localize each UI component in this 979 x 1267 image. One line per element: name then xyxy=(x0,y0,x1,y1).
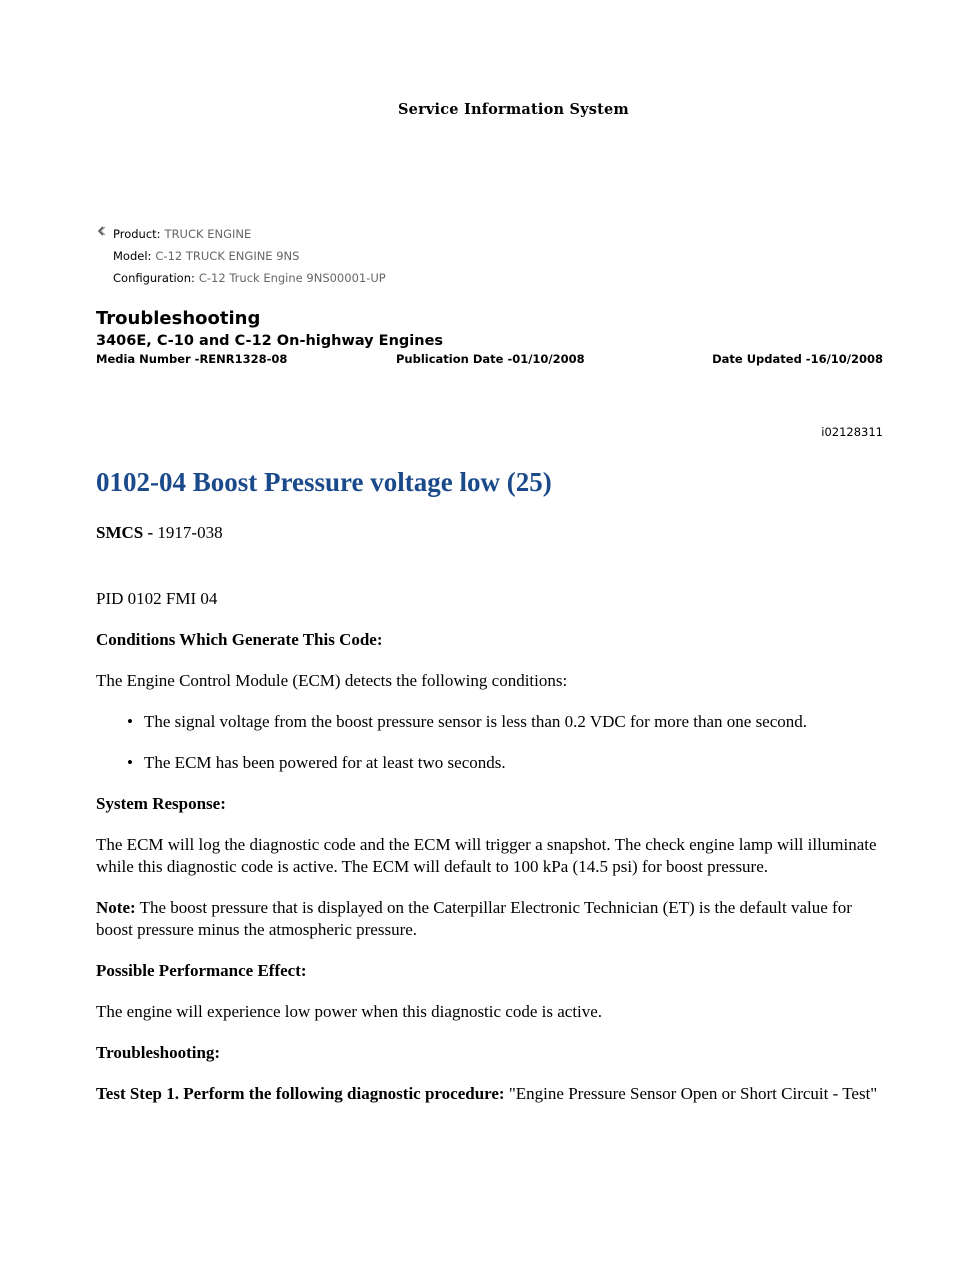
note-label: Note: xyxy=(96,898,136,917)
publication-meta xyxy=(96,352,883,368)
list-item xyxy=(96,711,886,733)
document-id: i02128311 xyxy=(821,425,883,439)
media-number: Media Number -RENR1328-08 xyxy=(96,352,288,366)
date-updated: Date Updated -16/10/2008 xyxy=(712,352,883,366)
pid-line: PID 0102 FMI 04 xyxy=(96,589,218,608)
chevron-left-icon[interactable] xyxy=(96,226,106,236)
document-heading: 0102-04 Boost Pressure voltage low (25) xyxy=(96,467,552,497)
conditions-heading: Conditions Which Generate This Code: xyxy=(96,630,383,649)
condition-text: The ECM has been powered for at least two seconds. xyxy=(144,753,506,772)
conditions-intro: The Engine Control Module (ECM) detects the following conditions: xyxy=(96,671,568,690)
effect-heading: Possible Performance Effect: xyxy=(96,961,307,980)
response-text: The ECM will log the diagnostic code and the ECM will trigger a snapshot. The check engine lamp will illuminate while this diagnostic code is active. The ECM will default to 100 kPa (14.5 psi) for boost pressure. xyxy=(96,835,877,876)
publication-header xyxy=(96,308,883,368)
configuration-label: Configuration: xyxy=(113,271,195,285)
product-value: TRUCK ENGINE xyxy=(164,227,252,241)
model-label: Model: xyxy=(113,249,152,263)
test-step-label: Test Step 1. Perform the following diagnostic procedure: xyxy=(96,1084,505,1103)
configuration-value: C-12 Truck Engine 9NS00001-UP xyxy=(198,271,386,285)
conditions-list xyxy=(96,711,886,774)
document-content xyxy=(96,464,886,1105)
system-title: Service Information System xyxy=(398,101,629,118)
test-step-text: "Engine Pressure Sensor Open or Short Circuit - Test" xyxy=(504,1084,878,1103)
publication-title: Troubleshooting xyxy=(96,308,261,329)
configuration-row xyxy=(96,267,386,289)
response-heading: System Response: xyxy=(96,794,226,813)
model-value: C-12 TRUCK ENGINE 9NS xyxy=(155,249,300,263)
product-row xyxy=(96,223,386,245)
note-text: The boost pressure that is displayed on the Caterpillar Electronic Technician (ET) is the default value for boost pressure minus the atmospheric pressure. xyxy=(96,898,852,939)
bullet: • xyxy=(127,712,133,731)
product-info xyxy=(96,223,386,289)
publication-subtitle: 3406E, C-10 and C-12 On-highway Engines xyxy=(96,333,444,349)
effect-text: The engine will experience low power when this diagnostic code is active. xyxy=(96,1002,603,1021)
publication-date: Publication Date -01/10/2008 xyxy=(396,352,585,366)
list-item xyxy=(96,752,886,774)
troubleshooting-heading: Troubleshooting: xyxy=(96,1043,221,1062)
smcs-label: SMCS - xyxy=(96,523,154,542)
smcs-line xyxy=(96,522,886,544)
test-step-1 xyxy=(96,1083,886,1105)
model-row xyxy=(96,245,386,267)
smcs-value: 1917-038 xyxy=(157,523,223,542)
note-paragraph xyxy=(96,897,886,941)
condition-text: The signal voltage from the boost pressure sensor is less than 0.2 VDC for more than one second. xyxy=(144,712,808,731)
product-label: Product: xyxy=(113,227,161,241)
bullet: • xyxy=(127,753,133,772)
